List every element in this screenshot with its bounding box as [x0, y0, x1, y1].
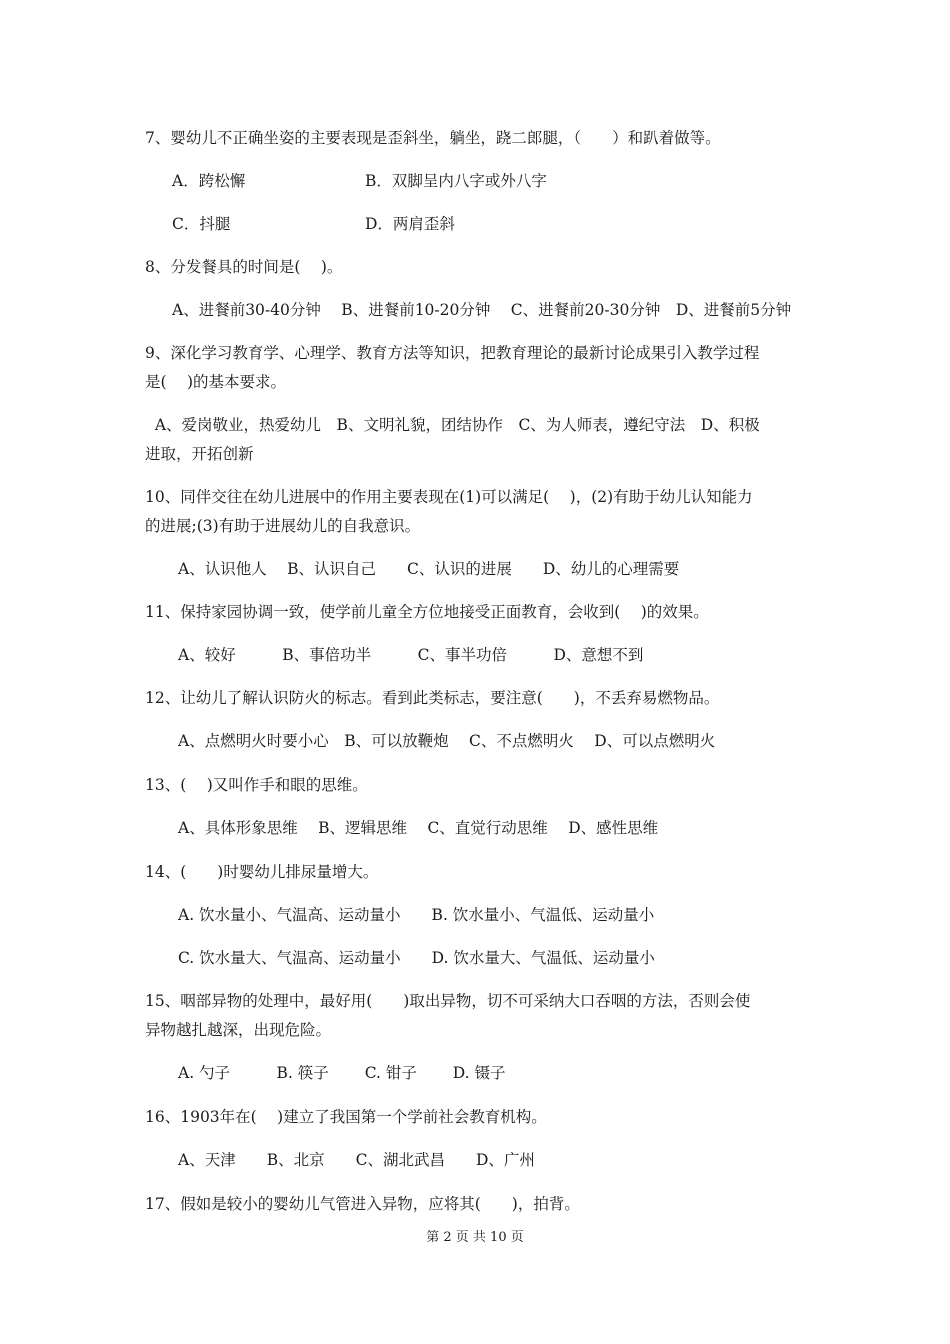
- page-number-footer: 第 2 页 共 10 页: [426, 1230, 524, 1245]
- question-9-options-line-2: 进取，开拓创新: [145, 445, 254, 463]
- question-16-options: A、天津 B、北京 C、湖北武昌 D、广州: [178, 1151, 535, 1169]
- question-7-option-b: B．双脚呈内八字或外八字: [365, 172, 547, 190]
- question-15-stem-line-1: 15、咽部异物的处理中，最好用( )取出异物，切不可采纳大口吞咽的方法，否则会使: [145, 992, 751, 1010]
- question-12-options: A、点燃明火时要小心 B、可以放鞭炮 C、不点燃明火 D、可以点燃明火: [178, 732, 716, 750]
- question-10-stem-line-2: 的进展;(3)有助于进展幼儿的自我意识。: [145, 517, 421, 535]
- question-15-stem-line-2: 异物越扎越深，出现危险。: [145, 1021, 332, 1039]
- question-10-stem-line-1: 10、同伴交往在幼儿进展中的作用主要表现在(1)可以满足( )，(2)有助于幼儿认知能力: [145, 488, 753, 506]
- question-10-options: A、认识他人 B、认识自己 C、认识的进展 D、幼儿的心理需要: [178, 560, 680, 578]
- question-15-options: A. 勺子 B. 筷子 C. 钳子 D. 镊子: [178, 1064, 506, 1082]
- question-14-options-line-1: A. 饮水量小、气温高、运动量小 B. 饮水量小、气温低、运动量小: [178, 906, 655, 924]
- question-13-options: A、具体形象思维 B、逻辑思维 C、直觉行动思维 D、感性思维: [178, 819, 659, 837]
- question-7-option-d: D．两肩歪斜: [365, 215, 455, 233]
- question-9-stem-line-1: 9、深化学习教育学、心理学、教育方法等知识，把教育理论的最新讨论成果引入教学过程: [145, 344, 760, 362]
- question-16-stem: 16、1903年在( )建立了我国第一个学前社会教育机构。: [145, 1108, 547, 1126]
- question-17-stem: 17、假如是较小的婴幼儿气管进入异物，应将其( )，拍背。: [145, 1195, 580, 1213]
- question-7-stem: 7、婴幼儿不正确坐姿的主要表现是歪斜坐，躺坐，跷二郎腿，（ ）和趴着做等。: [145, 129, 721, 147]
- question-12-stem: 12、让幼儿了解认识防火的标志。看到此类标志，要注意( )，不丢弃易燃物品。: [145, 689, 720, 707]
- question-14-stem: 14、( )时婴幼儿排尿量增大。: [145, 863, 379, 881]
- question-9-stem-line-2: 是( )的基本要求。: [145, 373, 287, 391]
- question-8-options: A、进餐前30-40分钟 B、进餐前10-20分钟 C、进餐前20-30分钟 D、进餐前5分钟: [172, 301, 792, 319]
- question-7-option-c: C．抖腿: [172, 215, 231, 233]
- question-9-options-line-1: A、爱岗敬业，热爱幼儿 B、文明礼貌，团结协作 C、为人师表，遵纪守法 D、积极: [145, 416, 760, 434]
- question-8-stem: 8、分发餐具的时间是( )。: [145, 258, 343, 276]
- question-14-options-line-2: C. 饮水量大、气温高、运动量小 D. 饮水量大、气温低、运动量小: [178, 949, 655, 967]
- question-13-stem: 13、( )又叫作手和眼的思维。: [145, 776, 368, 794]
- question-7-option-a: A．跨松懈: [172, 172, 246, 190]
- question-11-options: A、较好 B、事倍功半 C、事半功倍 D、意想不到: [178, 646, 644, 664]
- question-11-stem: 11、保持家园协调一致，使学前儿童全方位地接受正面教育，会收到( )的效果。: [145, 603, 709, 621]
